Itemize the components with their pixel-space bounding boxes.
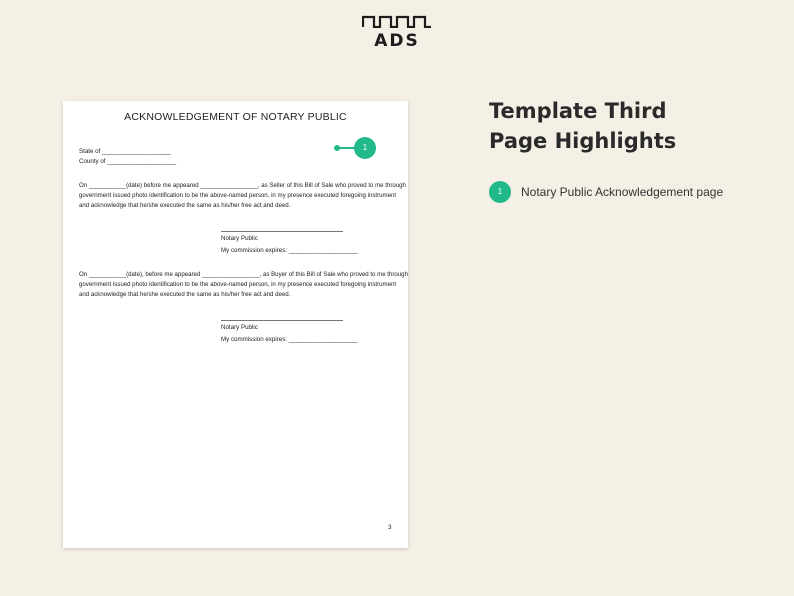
state-field: State of ____________________ bbox=[79, 148, 171, 155]
legend-badge: 1 bbox=[489, 181, 511, 203]
buyer-line: On ___________(date), before me appeared _________________, as Buyer of this Bill of Sale who proved to me through bbox=[79, 271, 408, 278]
notary-public-label: Notary Public bbox=[221, 324, 258, 331]
panel-heading bbox=[489, 96, 676, 156]
heading-line: Page Highlights bbox=[489, 129, 677, 153]
logo-text: ADS bbox=[374, 31, 420, 51]
signature-line bbox=[221, 320, 343, 321]
buyer-line: government issued photo identification to be the above-named person, in my presence executed foregoing instrument bbox=[79, 280, 397, 288]
ads-logo bbox=[362, 14, 432, 51]
commission-expires-field: My commission expires: ____________________ bbox=[221, 247, 358, 254]
buyer-acknowledgement bbox=[79, 270, 408, 299]
document-page bbox=[63, 101, 408, 548]
seller-acknowledgement bbox=[79, 181, 406, 210]
callout-badge: 1 bbox=[354, 137, 376, 159]
signature-line bbox=[221, 231, 343, 232]
commission-expires-field: My commission expires: ____________________ bbox=[221, 336, 358, 343]
notary-public-label: Notary Public bbox=[221, 235, 258, 242]
legend-label: Notary Public Acknowledgement page bbox=[521, 185, 724, 199]
callout-dot bbox=[334, 145, 340, 151]
county-field: County of ____________________ bbox=[79, 158, 177, 165]
seller-line: and acknowledge that he/she executed the same as his/her free act and deed. bbox=[79, 201, 291, 209]
document-title: ACKNOWLEDGEMENT OF NOTARY PUBLIC bbox=[124, 111, 347, 123]
buyer-line: and acknowledge that he/she executed the same as his/her free act and deed. bbox=[79, 290, 291, 298]
heading-line: Template Third bbox=[489, 99, 667, 123]
seller-line: On ___________(date) before me appeared _________________, as Seller of this Bill of Sale who proved to me through bbox=[79, 182, 406, 189]
seller-line: government issued photo identification to be the above-named person, in my presence executed foregoing instrument bbox=[79, 191, 397, 199]
page-number: 3 bbox=[388, 524, 392, 531]
ads-logo-icon bbox=[362, 14, 432, 28]
